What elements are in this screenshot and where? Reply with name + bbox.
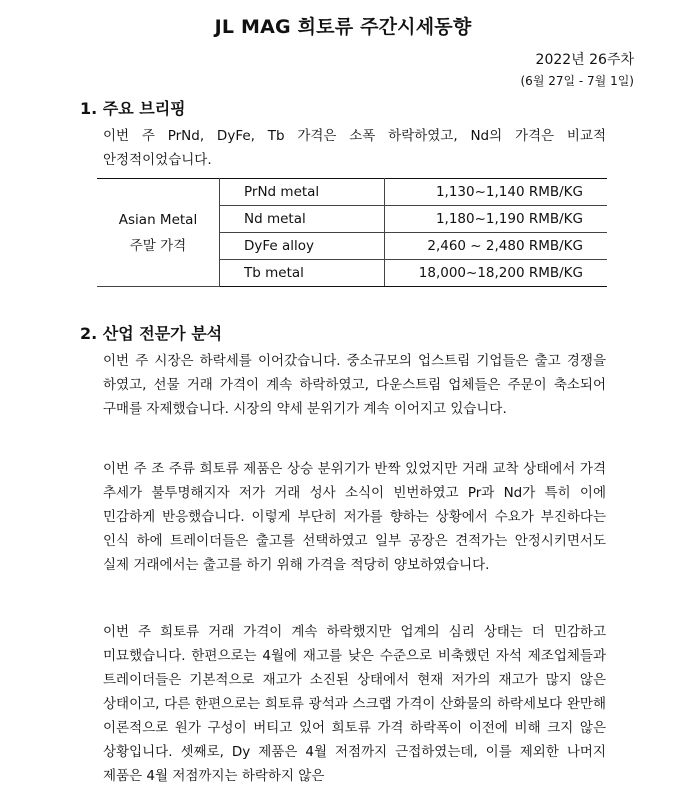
section-heading-briefing: 1. 주요 브리핑	[80, 99, 186, 118]
analysis-paragraph-2: 이번 주 조 주류 희토류 제품은 상승 분위기가 반짝 있었지만 거래 교착 상태에서 가격 추세가 불투명해지자 저가 거래 성사 소식이 빈번하였고 Pr과 Nd가 특히 이에 민감하게 반응했습니다. 이렇게 부단히 저가를 향하는 상황에서 수요가 부진하다는 인식 하에 트레이더들은 출고를 선택하였고 일부 공장은 견적가는 안정시키면서도 실제 거래에서는 출고를 하기 위해 가격을 적당히 양보하였습니다.	[103, 461, 606, 573]
product-name: Nd metal	[220, 206, 385, 233]
analysis-paragraph-1: 이번 주 시장은 하락세를 이어갔습니다. 중소규모의 업스트림 기업들은 출고 경쟁을 하였고, 선물 거래 가격이 계속 하락하였고, 다운스트림 업체들은 주문이 축소되어 구매를 자제했습니다. 시장의 약세 분위기가 계속 이어지고 있습니다.	[103, 353, 606, 417]
report-week: 2022년 26주차	[535, 52, 634, 68]
document-title: JL MAG 희토류 주간시세동향	[214, 16, 472, 38]
section-heading-expert-analysis: 2. 산업 전문가 분석	[80, 324, 223, 343]
product-name: PrNd metal	[220, 179, 385, 206]
product-price: 2,460 ~ 2,480 RMB/KG	[385, 233, 608, 260]
price-source-period: 주말 가격	[129, 237, 187, 254]
product-price: 1,180~1,190 RMB/KG	[385, 206, 608, 233]
product-price: 1,130~1,140 RMB/KG	[385, 179, 608, 206]
price-source-name: Asian Metal	[118, 211, 198, 228]
price-table	[97, 178, 607, 287]
product-price: 18,000~18,200 RMB/KG	[385, 260, 608, 287]
briefing-paragraph: 이번 주 PrNd, DyFe, Tb 가격은 소폭 하락하였고, Nd의 가격은 비교적 안정적이었습니다.	[103, 128, 606, 168]
analysis-paragraph-3: 이번 주 희토류 거래 가격이 계속 하락했지만 업계의 심리 상태는 더 민감하고 미묘했습니다. 한편으로는 4월에 재고를 낮은 수준으로 비축했던 자석 제조업체들과 트레이더들은 기본적으로 재고가 소진된 상태에서 현재 저가의 재고가 많지 않은 상태이고, 다른 한편으로는 희토류 광석과 스크랩 가격이 산화물의 하락세보다 완만해 이론적으로 원가 구성이 버티고 있어 희토류 가격 하락폭이 이전에 비해 크지 않은 상황입니다. 셋째로, Dy 제품은 4월 저점까지 근접하였는데, 이를 제외한 나머지 제품은 4월 저점까지는 하락하지 않은	[103, 624, 606, 784]
report-date-range: (6월 27일 - 7월 1일)	[520, 74, 634, 88]
price-table-source-label	[97, 179, 220, 287]
product-name: DyFe alloy	[220, 233, 385, 260]
table-row	[97, 179, 607, 206]
product-name: Tb metal	[220, 260, 385, 287]
